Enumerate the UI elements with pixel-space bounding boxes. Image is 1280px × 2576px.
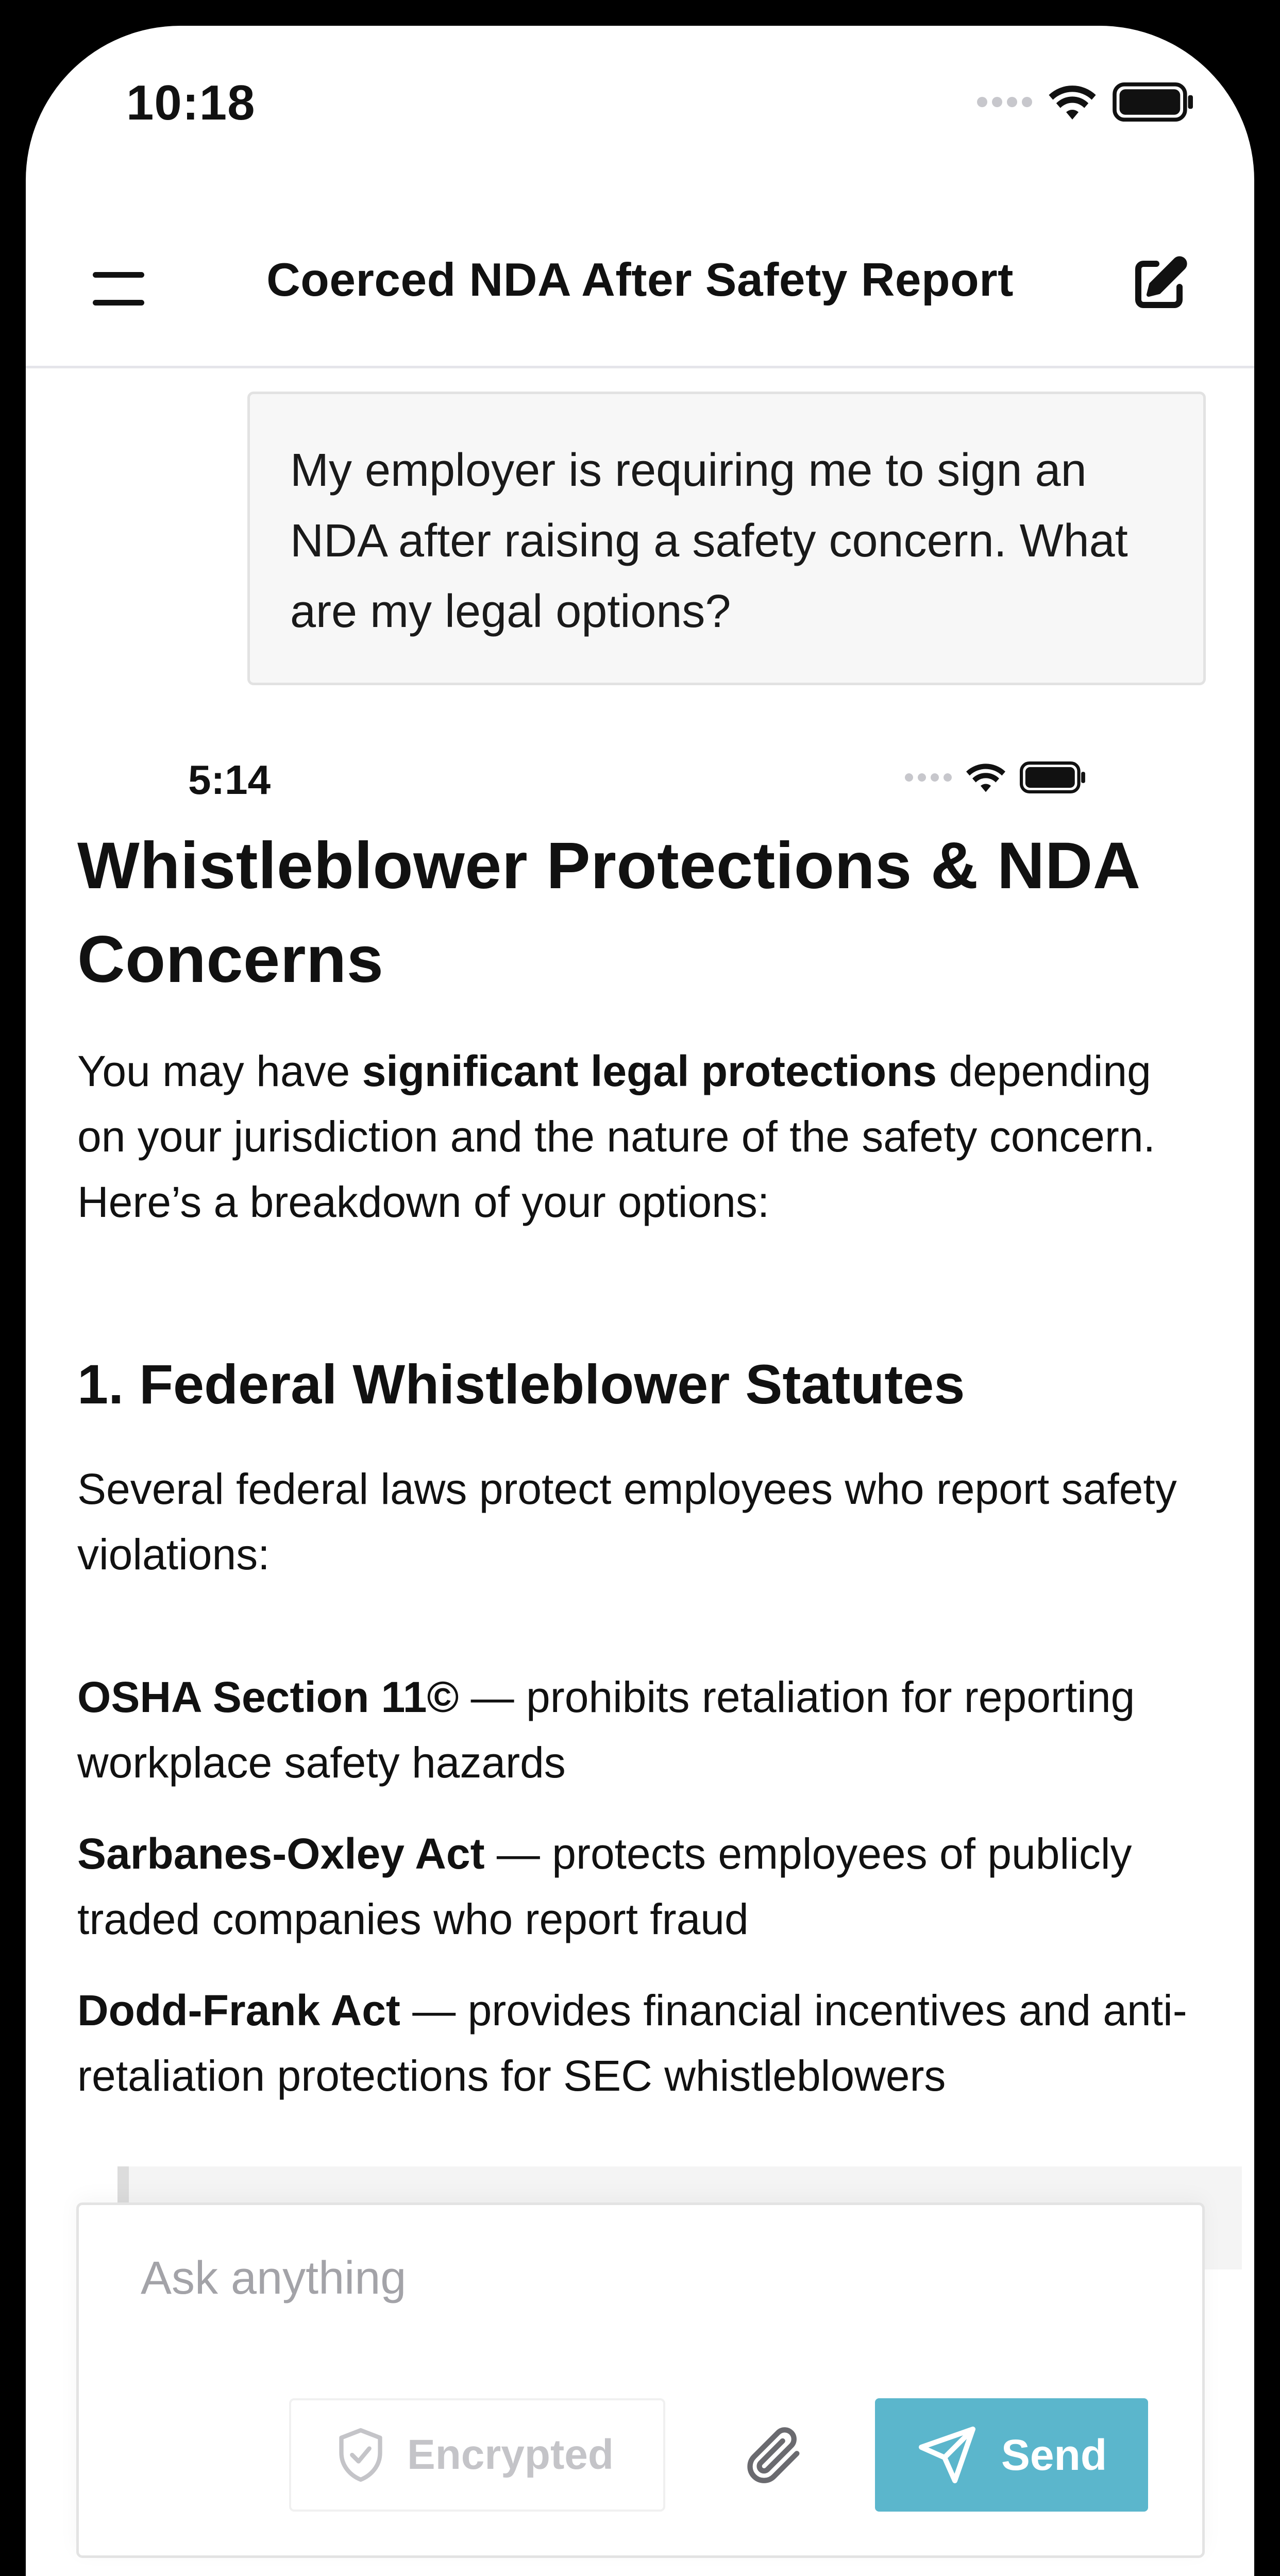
message-composer [76, 2202, 1205, 2558]
list-item: OSHA Section 11© — prohibits retaliation for reporting workplace safety hazards [77, 1673, 1135, 1787]
section-description: Several federal laws protect employees who report safety violations: [77, 1465, 1177, 1579]
send-label: Send [1001, 2430, 1107, 2479]
battery-icon [1113, 82, 1195, 122]
response-title: Whistleblower Protections & NDA Concerns [77, 829, 1138, 996]
nav-bar [26, 216, 1254, 368]
screen [26, 26, 1254, 2576]
encrypted-label: Encrypted [407, 2431, 614, 2478]
inner-signal-icon [905, 773, 952, 782]
inner-status-time: 5:14 [188, 757, 271, 803]
list-item: Sarbanes-Oxley Act — protects employees of publicly traded companies who report fraud [77, 1829, 1132, 1943]
law-name: OSHA Section 11© [77, 1673, 459, 1721]
law-list [77, 1665, 1211, 2109]
response-intro: You may have significant legal protections depending on your jurisdiction and the nature of the safety concern. Here’s a breakdown of your options: [77, 1047, 1155, 1226]
compose-icon[interactable] [1128, 253, 1190, 315]
user-message: My employer is requiring me to sign an NDA after raising a safety concern. What are my legal options? [247, 392, 1206, 685]
inner-battery-icon [1020, 761, 1087, 793]
inner-wifi-icon [965, 762, 1006, 793]
wifi-icon [1048, 83, 1097, 121]
section-heading: 1. Federal Whistleblower Statutes [77, 1353, 965, 1415]
message-input[interactable] [140, 2251, 1121, 2306]
shield-icon [335, 2427, 386, 2483]
list-item: Dodd-Frank Act — provides financial incentives and anti-retaliation protections for SEC whistleblowers [77, 1986, 1187, 2100]
conversation-title: Coerced NDA After Safety Report [266, 254, 1014, 306]
inner-status-icons [905, 761, 1087, 793]
status-time: 10:18 [126, 75, 256, 130]
law-name: Sarbanes-Oxley Act [77, 1829, 485, 1878]
send-button[interactable] [875, 2398, 1148, 2512]
send-icon [916, 2424, 978, 2486]
paperclip-icon[interactable] [741, 2421, 808, 2488]
law-name: Dodd-Frank Act [77, 1986, 400, 2035]
encrypted-button[interactable] [289, 2398, 665, 2512]
assistant-response [77, 819, 1211, 2134]
intro-emphasis: significant legal protections [362, 1047, 937, 1095]
signal-icon [977, 97, 1032, 107]
status-icons [977, 82, 1195, 122]
